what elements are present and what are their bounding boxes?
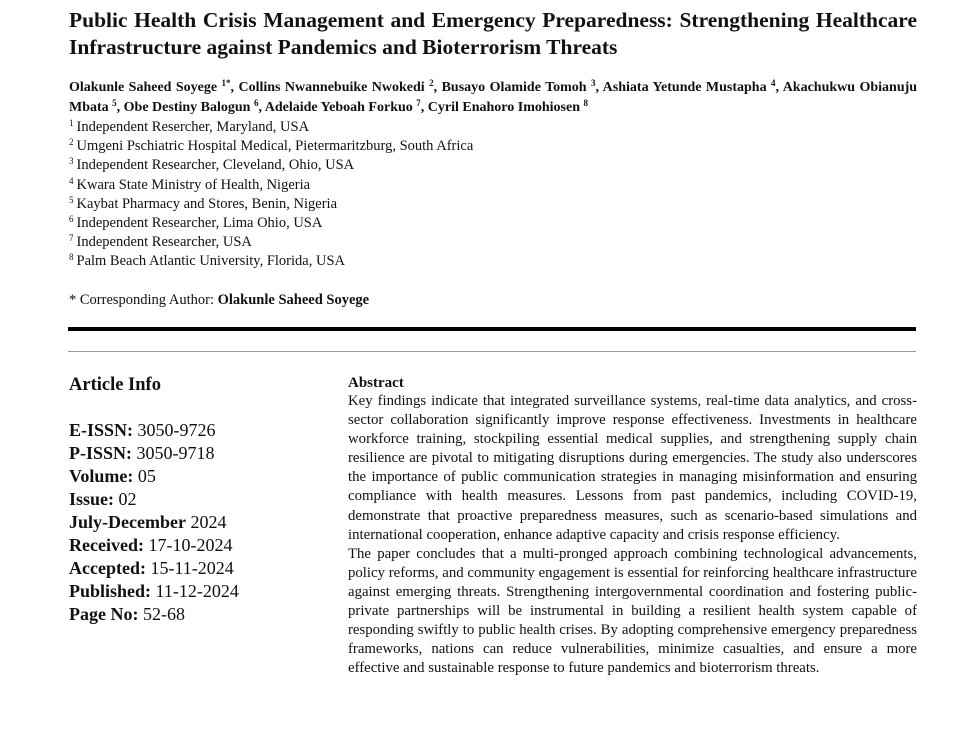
affiliation: $^5$ Kaybat Pharmacy and Stores, Benin, Nigeria xyxy=(69,194,338,212)
affiliation: $^2$ Umgeni Pschiatric Hospital Medical, Pietermaritzburg, South Africa xyxy=(69,137,474,155)
article-info-heading: Article Info xyxy=(69,375,161,395)
affiliation: $^6$ Independent Researcher, Lima Ohio, USA xyxy=(69,214,323,232)
info-page-no: Page No: 52-68 xyxy=(69,604,185,624)
info-pissn: P-ISSN: 3050-9718 xyxy=(69,443,215,463)
info-volume: Volume: 05 xyxy=(69,466,156,486)
author: Collins Nwannebuike Nwokedi $^2$ xyxy=(238,78,434,95)
affiliation: $^1$ Independent Reserc​her, Maryland, USA xyxy=(69,118,310,135)
author: Busayo Olamide Tomoh $^3$ xyxy=(441,78,596,95)
author: Adelaide Yeboah Forkuo $^7$ xyxy=(264,98,421,115)
affiliation: $^3$ Independent Researcher, Cleveland, Ohio, USA xyxy=(69,156,355,174)
author-list: Olakunle Saheed Soyege $^{1*}$, Collins Nwannebuike Nwokedi $^2$, Busayo Olamide Tomoh $^3$, Ashiata Yetunde Mustapha $^4$, Akachukwu Obianuju Mbata $^5$, Obe Destiny Balogun $^6$, Adelaide Yeboah Forkuo $^7$, Cyril Enahoro Imohiosen $^8$ xyxy=(69,78,918,115)
info-issue: Issue: 02 xyxy=(69,489,137,509)
article-info-list xyxy=(69,419,329,626)
corresponding-label: * Corresponding Author: xyxy=(69,292,214,308)
affiliation: $^8$ Palm Beach Atlantic University, Florida, USA xyxy=(69,252,345,270)
author: Obe Destiny Balogun $^6$ xyxy=(123,98,259,115)
abstract-section xyxy=(348,374,917,678)
abstract-paragraph: Key findings indicate that integrated surveillance systems, real-time data analytics, and cross-sector collaboration significantly improve response effectiveness. Investments in healthcare workforce training, stockpiling essential medical supplies, and strengthening supply chain resilience are pivotal to mitigating disruptions during emergencies. The study also underscores the importance of public communication strategies in managing misinformation and ensuring compliance with health measures. Lessons from past pandemics, including COVID-19, demonstrate that proactive preparedness measures, such as scenario-based simulations and international cooperation, enhance adaptive capacity and crisis response efficiency. xyxy=(348,393,917,543)
info-eissn: E-ISSN: 3050-9726 xyxy=(69,420,216,440)
abstract-paragraph: The paper concludes that a multi-pronged approach combining technological advancements, policy reforms, and community engagement is essential for reinforcing healthcare infrastructure against emerging threats. Strengthening intergovernmental coordination and fostering public-private partnerships will be instrumental in building a resilient health system capable of responding swiftly to public health crises. By adopting comprehensive emergency preparedness frameworks, nations can reduce vulnerabilities, minimize casualties, and ensure a more effective and sustainable response to future pandemics and bioterrorism threats. xyxy=(348,545,917,677)
info-published: Published: 11-12-2024 xyxy=(69,581,239,601)
corresponding-name: Olakunle Saheed Soyege xyxy=(217,292,370,308)
author: Ashiata Yetunde Mustapha $^4$ xyxy=(602,78,776,95)
affiliation: $^4$ Kwara State Ministry of Health, Nigeria xyxy=(69,175,311,193)
abstract-heading: Abstract xyxy=(348,375,404,391)
paper-title: Public Health Crisis Management and Emergency Preparedness: Strengthening Healthcare Infrastructure against Pandemics and Bioterrorism Threats xyxy=(69,8,917,59)
author: Olakunle Saheed Soyege $^{1*}$ xyxy=(69,78,231,95)
article-info-panel xyxy=(69,373,329,626)
thin-divider xyxy=(68,351,916,352)
corresponding-author xyxy=(69,290,369,310)
affiliation: $^7$ Independent Researcher, USA xyxy=(69,233,252,251)
info-accepted: Accepted: 15-11-2024 xyxy=(69,558,234,578)
info-received: Received: 17-10-2024 xyxy=(69,535,233,555)
affiliation-list xyxy=(69,118,473,272)
author: Cyril Enahoro Imohiosen $^8$ xyxy=(427,98,588,115)
thick-divider xyxy=(68,327,916,331)
info-period: July-December 2024 xyxy=(69,512,227,532)
author: Akachukwu Obianuju Mbata $^5$ xyxy=(69,80,918,115)
